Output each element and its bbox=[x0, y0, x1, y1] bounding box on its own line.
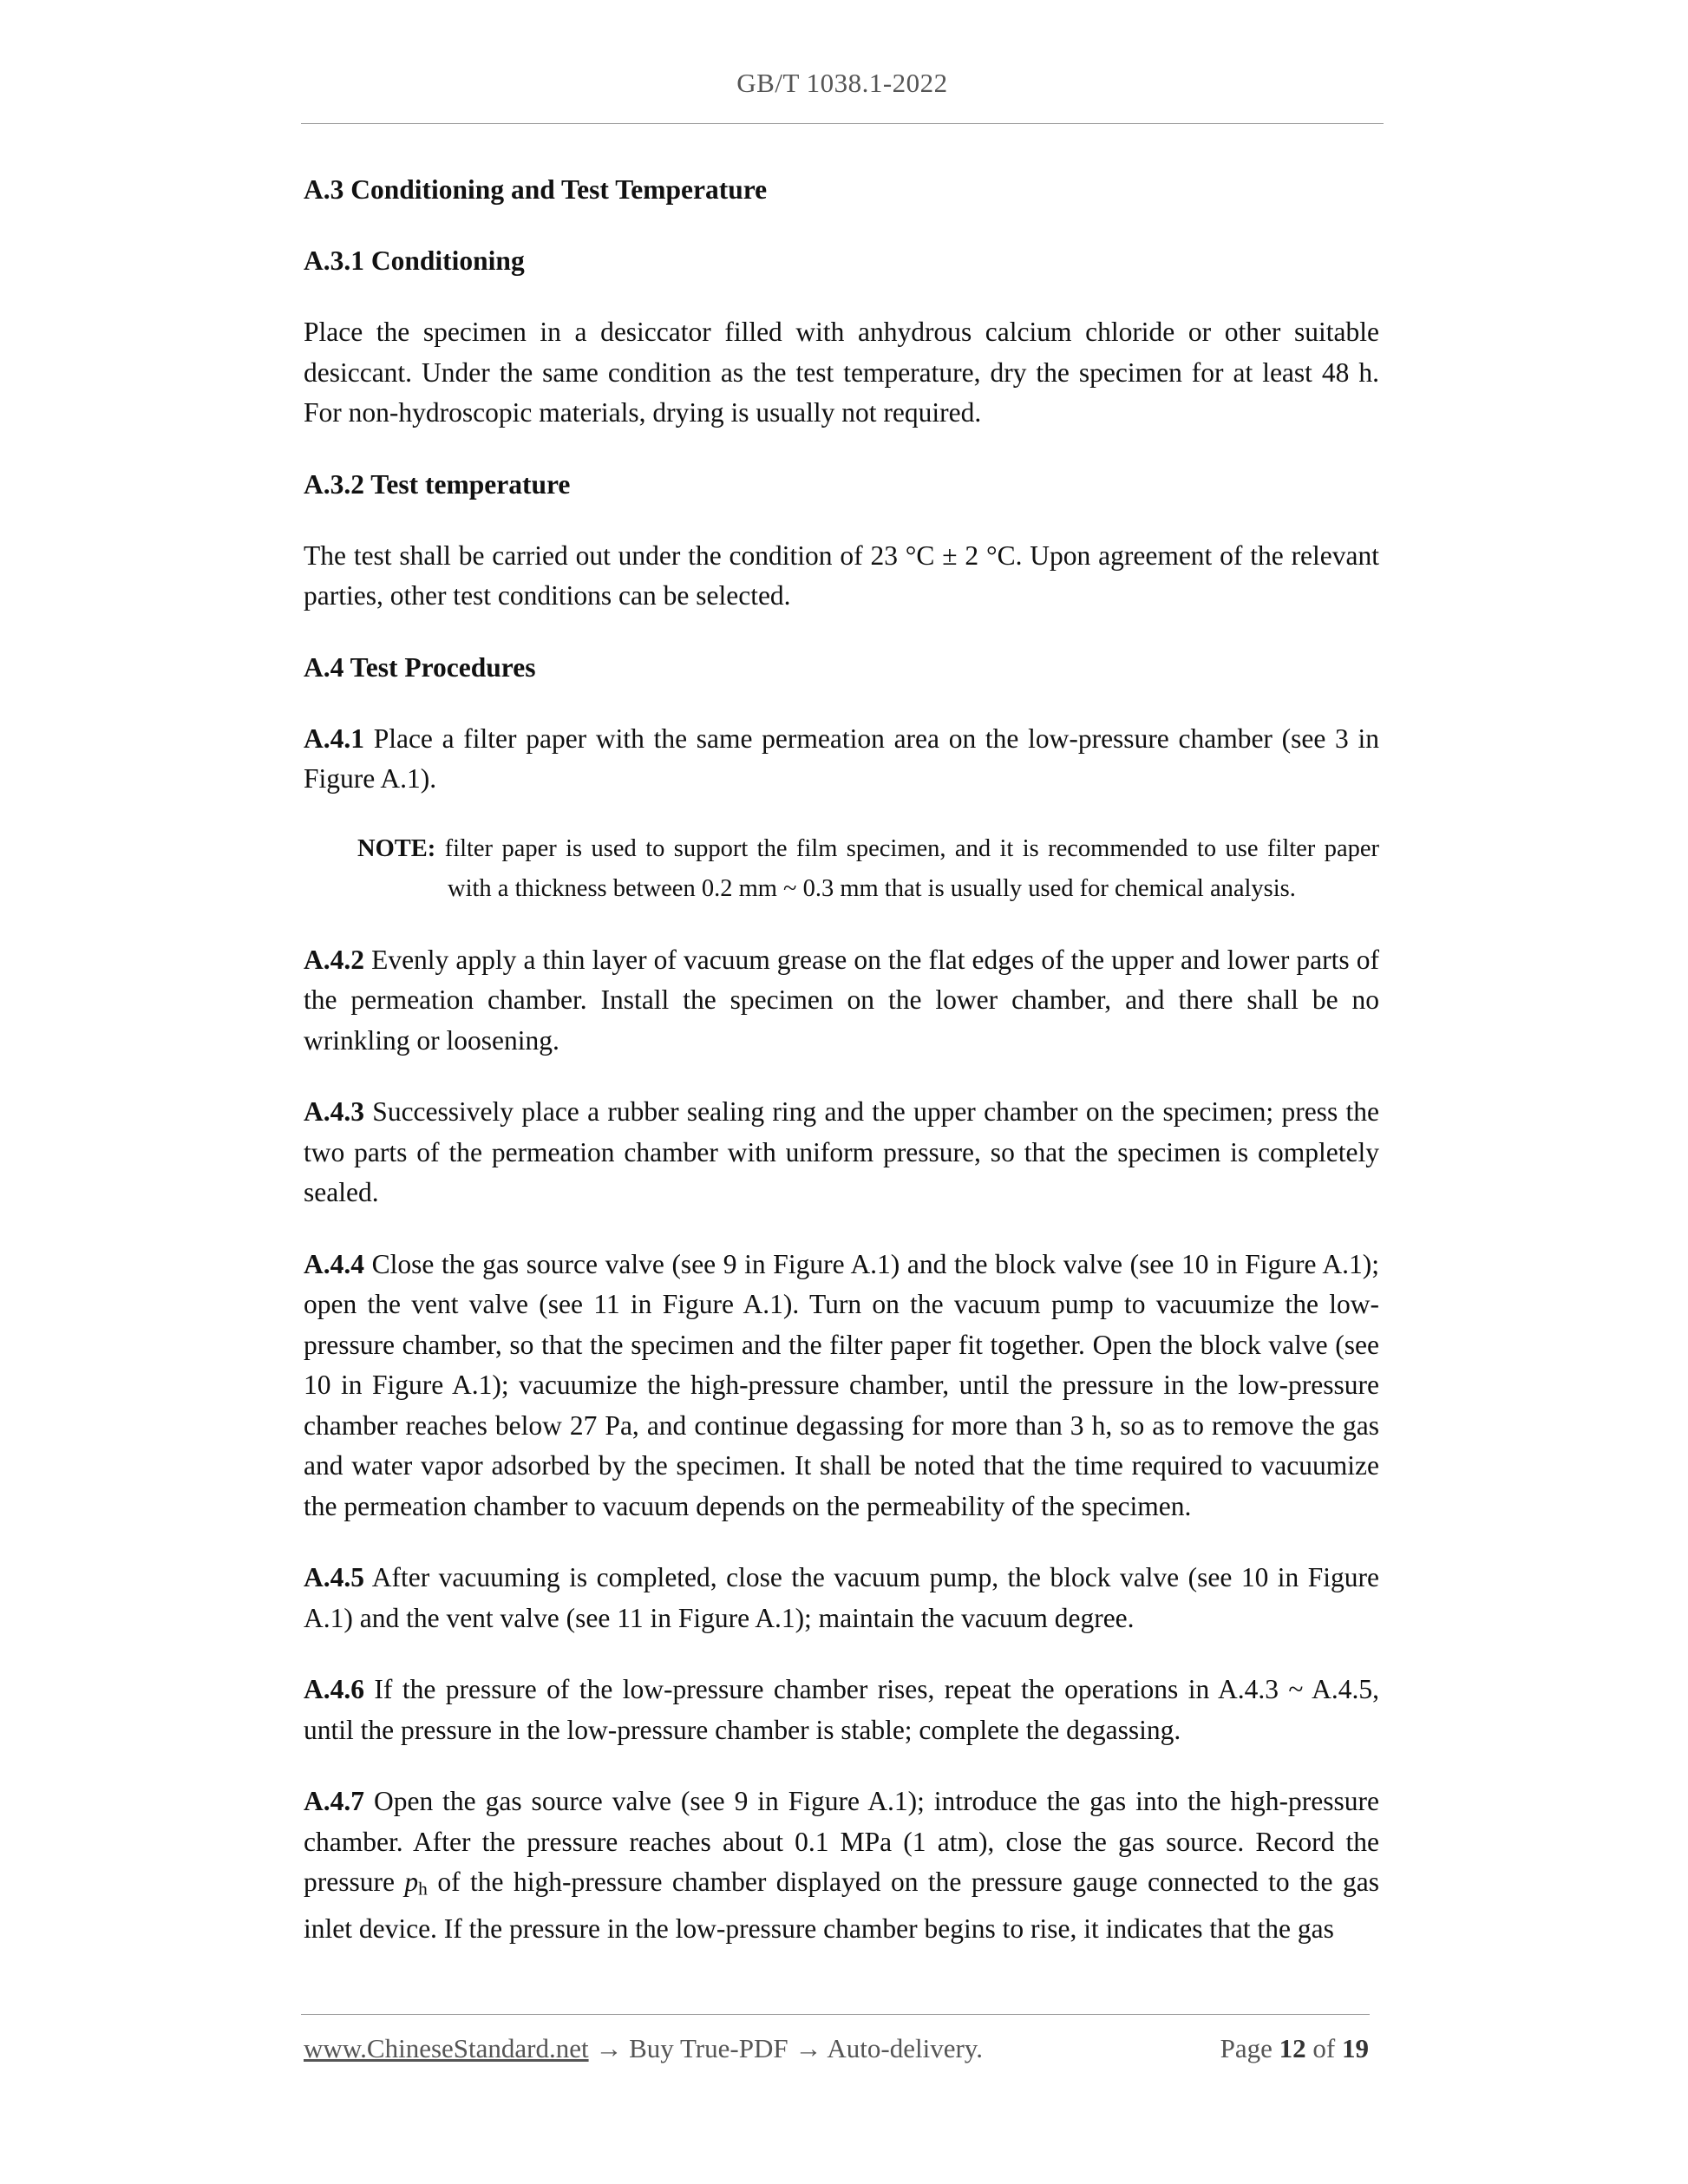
page-word: Page bbox=[1220, 2033, 1279, 2063]
paragraph-a45 bbox=[304, 1558, 1379, 1638]
section-heading-a32: A.3.2 Test temperature bbox=[304, 468, 571, 500]
document-body bbox=[304, 170, 1379, 1981]
paragraph-a43 bbox=[304, 1092, 1379, 1213]
paragraph-a31: Place the specimen in a desiccator filled with anhydrous calcium chloride or other suitable desiccant. Under the same condition as the test temperature, dry the specimen for at least 48 h. For non-hydroscopic materials, drying is usually not required. bbox=[304, 317, 1379, 428]
clause-text-a42: Evenly apply a thin layer of vacuum grease on the flat edges of the upper and lower parts of the permeation chamber. Install the specimen on the lower chamber, and there shall be no wrinkling or loosening. bbox=[304, 944, 1379, 1056]
clause-label-a41: A.4.1 bbox=[304, 723, 364, 754]
note-label: NOTE: bbox=[357, 834, 436, 862]
clause-label-a47: A.4.7 bbox=[304, 1786, 364, 1816]
section-heading-a3: A.3 Conditioning and Test Temperature bbox=[304, 174, 768, 205]
clause-text-a47-part1: Open the gas source valve (see 9 in Figure A.1); introduce the gas into the high-pressure chamber. After the pressure reaches about 0.1 MPa (1 atm), close the gas source. Record the pressure bbox=[304, 1786, 1379, 1897]
section-heading-a31: A.3.1 Conditioning bbox=[304, 245, 525, 276]
paragraph-a32: The test shall be carried out under the condition of 23 °C ± 2 °C. Upon agreement of the relevant parties, other test conditions can be selected. bbox=[304, 539, 1379, 611]
section-heading-a4: A.4 Test Procedures bbox=[304, 651, 536, 683]
clause-text-a44: Close the gas source valve (see 9 in Figure A.1) and the block valve (see 10 in Figure A.1); open the vent valve (see 11 in Figure A.1). Turn on the vacuum pump to vacuumize the low-pressure chamber, so that the specimen and the filter paper fit together. Open the block valve (see 10 in Figure A.1); vacuumize the high-pressure chamber, until the pressure in the low-pressure chamber reaches below 27 Pa, and continue degassing for more than 3 h, so as to remove the gas and water vapor adsorbed by the specimen. It shall be noted that the time required to vacuumize the permeation chamber to vacuum depends on the permeability of the specimen. bbox=[304, 1248, 1379, 1521]
page-indicator bbox=[1220, 2033, 1369, 2064]
site-link[interactable]: www.ChineseStandard.net bbox=[304, 2033, 589, 2063]
of-word: of bbox=[1305, 2033, 1342, 2063]
total-pages: 19 bbox=[1342, 2033, 1369, 2063]
page-number: 12 bbox=[1279, 2033, 1306, 2063]
paragraph-a42 bbox=[304, 940, 1379, 1062]
clause-text-a46: If the pressure of the low-pressure chamber rises, repeat the operations in A.4.3 ~ A.4.5, until the pressure in the low-pressure chamber is stable; complete the degassing. bbox=[304, 1674, 1379, 1745]
note-text: filter paper is used to support the film specimen, and it is recommended to use filter paper with a thickness between 0.2 mm ~ 0.3 mm that is usually used for chemical analysis. bbox=[435, 834, 1379, 902]
footer-promo bbox=[304, 2033, 983, 2064]
buy-text: Buy True-PDF bbox=[629, 2033, 788, 2063]
clause-label-a43: A.4.3 bbox=[304, 1096, 364, 1127]
clause-text-a41: Place a filter paper with the same permeation area on the low-pressure chamber (see 3 in Figure A.1). bbox=[304, 723, 1379, 794]
paragraph-a46 bbox=[304, 1670, 1379, 1750]
note-block bbox=[357, 829, 1379, 909]
page-footer bbox=[304, 2033, 1369, 2064]
arrow-glyph: → bbox=[588, 2033, 630, 2063]
pressure-symbol: p bbox=[404, 1867, 419, 1897]
clause-label-a45: A.4.5 bbox=[304, 1562, 364, 1592]
paragraph-a44 bbox=[304, 1245, 1379, 1527]
clause-text-a47-part2: of the high-pressure chamber displayed on the pressure gauge connected to the gas inlet device. If the pressure in the low-pressure chamber begins to rise, it indicates that the gas bbox=[304, 1867, 1379, 1945]
footer-divider bbox=[301, 2014, 1370, 2015]
clause-text-a43: Successively place a rubber sealing ring and the upper chamber on the specimen; press the two parts of the permeation chamber with uniform pressure, so that the specimen is completely sealed. bbox=[304, 1096, 1379, 1207]
clause-text-a45: After vacuuming is completed, close the vacuum pump, the block valve (see 10 in Figure A.1) and the vent valve (see 11 in Figure A.1); maintain the vacuum degree. bbox=[304, 1562, 1379, 1633]
pressure-subscript: h bbox=[418, 1878, 428, 1900]
paragraph-a41 bbox=[304, 719, 1379, 800]
header-divider bbox=[301, 123, 1384, 124]
clause-label-a42: A.4.2 bbox=[304, 944, 364, 975]
page-header: GB/T 1038.1-2022 bbox=[736, 68, 948, 98]
arrow-glyph: → bbox=[788, 2033, 828, 2063]
paragraph-a47 bbox=[304, 1782, 1379, 1950]
delivery-text: Auto-delivery. bbox=[827, 2033, 984, 2063]
clause-label-a46: A.4.6 bbox=[304, 1674, 364, 1704]
clause-label-a44: A.4.4 bbox=[304, 1248, 364, 1279]
